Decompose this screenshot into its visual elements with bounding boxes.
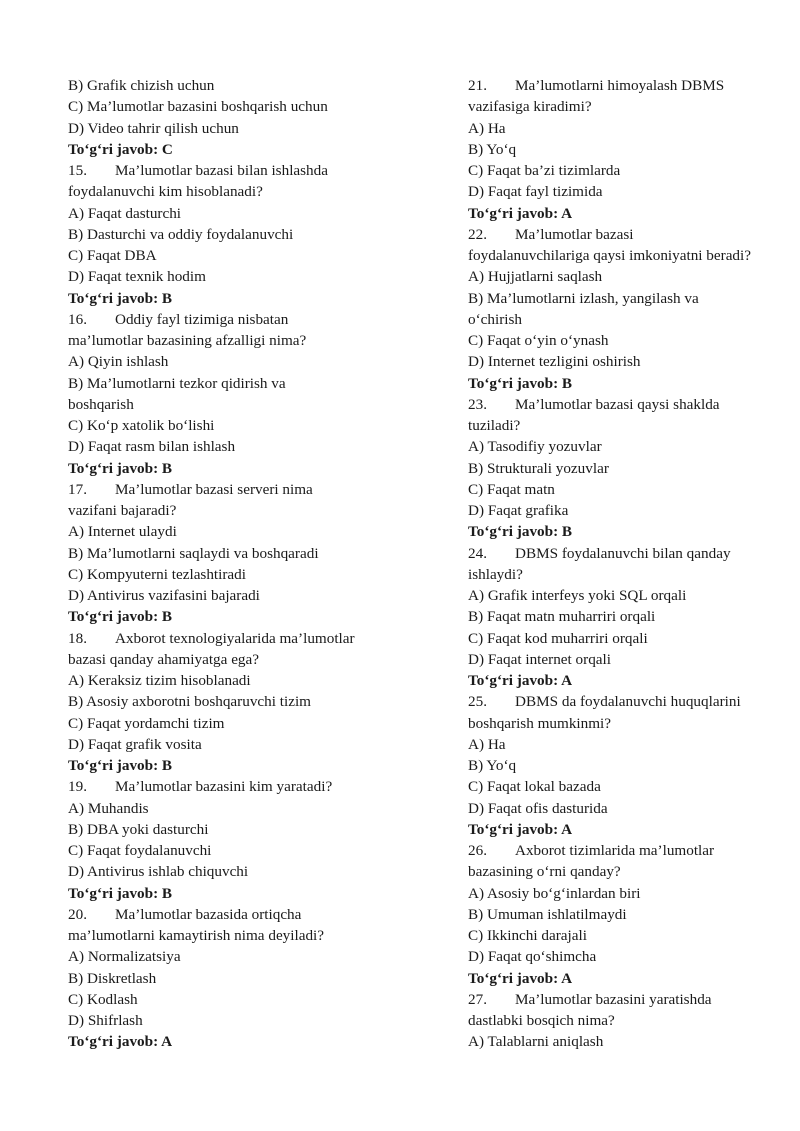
- question-line: [68, 776, 398, 797]
- option-line: [468, 330, 773, 351]
- option-line: [68, 713, 398, 734]
- line-text: DBMS da foydalanuvchi huquqlarini: [515, 693, 741, 711]
- line-text: C) Faqat lokal bazada: [468, 778, 601, 796]
- correct-answer: [468, 670, 773, 691]
- option-line: [468, 904, 773, 925]
- question-line: [468, 224, 773, 245]
- line-text: vazifasiga kiradimi?: [468, 98, 592, 116]
- option-line: [68, 691, 398, 712]
- line-text: B) Asosiy axborotni boshqaruvchi tizim: [68, 693, 311, 711]
- correct-answer: [68, 883, 398, 904]
- question-line: [468, 543, 773, 564]
- line-text: Oddiy fayl tizimiga nisbatan: [115, 310, 289, 328]
- line-text: A) Grafik interfeys yoki SQL orqali: [468, 587, 687, 604]
- option-line: [68, 118, 398, 139]
- line-text: To‘g‘ri javob: A: [68, 1033, 173, 1051]
- line-text: To‘g‘ri javob: C: [68, 140, 173, 158]
- line-text: C) Faqat o‘yin o‘ynash: [468, 332, 609, 349]
- line-text: C) Kompyuterni tezlashtiradi: [68, 565, 246, 583]
- correct-answer: [68, 606, 398, 627]
- question-line-cont: [468, 564, 773, 585]
- option-line: [68, 96, 398, 117]
- option-line: [468, 798, 773, 819]
- option-line: [68, 203, 398, 224]
- option-line: [68, 1010, 398, 1031]
- line-text: D) Antivirus ishlab chiquvchi: [68, 863, 249, 881]
- option-line: [68, 373, 398, 394]
- question-line: [68, 904, 398, 925]
- question-line-cont: [68, 649, 398, 670]
- option-line: [68, 968, 398, 989]
- line-text: C) Faqat foydalanuvchi: [68, 842, 212, 859]
- option-line: [68, 415, 398, 436]
- option-line: [68, 543, 398, 564]
- line-text: To‘g‘ri javob: A: [468, 672, 573, 689]
- option-line: [68, 819, 398, 840]
- line-text: bazasi qanday ahamiyatga ega?: [68, 650, 260, 668]
- line-text: D) Faqat rasm bilan ishlash: [68, 438, 236, 456]
- line-text: To‘g‘ri javob: B: [68, 459, 173, 477]
- correct-answer: [468, 968, 773, 989]
- option-line: [468, 458, 773, 479]
- line-text: To‘g‘ri javob: A: [468, 969, 573, 987]
- line-text: ma’lumotlarni kamaytirish nima deyiladi?: [68, 927, 325, 944]
- line-text: A) Qiyin ishlash: [68, 353, 169, 371]
- left-column: [68, 75, 398, 1053]
- line-text: C) Faqat matn: [468, 480, 555, 498]
- correct-answer: [68, 458, 398, 479]
- option-line: [468, 628, 773, 649]
- line-text: D) Faqat fayl tizimida: [468, 183, 603, 201]
- line-text: Axborot texnologiyalarida ma’lumotlar: [115, 629, 355, 647]
- line-text: A) Hujjatlarni saqlash: [468, 268, 603, 286]
- line-text: Ma’lumotlar bazasini yaratishda: [515, 990, 712, 1008]
- option-line: [68, 946, 398, 967]
- question-line: [68, 479, 398, 500]
- question-number: 22.: [468, 225, 487, 243]
- option-line: [468, 351, 773, 372]
- line-text: B) Dasturchi va oddiy foydalanuvchi: [68, 225, 294, 243]
- line-text: foydalanuvchilariga qaysi imkoniyatni beradi?: [468, 247, 751, 264]
- correct-answer: [468, 819, 773, 840]
- line-text: Ma’lumotlarni himoyalash DBMS: [515, 77, 725, 94]
- line-text: D) Faqat qo‘shimcha: [468, 948, 597, 966]
- option-line: [68, 670, 398, 691]
- question-number: 18.: [68, 629, 87, 647]
- line-text: C) Faqat yordamchi tizim: [68, 714, 225, 732]
- line-text: bazasining o‘rni qanday?: [468, 863, 621, 881]
- line-text: D) Video tahrir qilish uchun: [68, 119, 239, 137]
- line-text: A) Tasodifiy yozuvlar: [468, 438, 602, 456]
- question-line-cont: [468, 245, 773, 266]
- question-number: 21.: [468, 77, 487, 94]
- option-line: [68, 840, 398, 861]
- question-line-cont: [468, 861, 773, 882]
- line-text: ma’lumotlar bazasining afzalligi nima?: [68, 332, 307, 349]
- question-line-cont: [68, 500, 398, 521]
- question-line: [68, 160, 398, 181]
- line-text: D) Internet tezligini oshirish: [468, 353, 641, 371]
- correct-answer: [68, 1031, 398, 1052]
- question-line: [468, 989, 773, 1010]
- line-text: C) Ma’lumotlar bazasini boshqarish uchun: [68, 98, 328, 116]
- line-text: C) Ikkinchi darajali: [468, 927, 587, 944]
- question-number: 15.: [68, 162, 87, 179]
- line-text: B) Ma’lumotlarni tezkor qidirish va: [68, 374, 286, 392]
- correct-answer: [68, 755, 398, 776]
- question-number: 16.: [68, 310, 87, 328]
- line-text: To‘g‘ri javob: B: [68, 289, 173, 307]
- line-text: boshqarish mumkinmi?: [468, 714, 612, 732]
- question-line-cont: [468, 309, 773, 330]
- line-text: B) Diskretlash: [68, 969, 157, 987]
- option-line: [68, 564, 398, 585]
- option-line: [468, 266, 773, 287]
- question-line-cont: [68, 394, 398, 415]
- line-text: tuziladi?: [468, 417, 521, 434]
- line-text: C) Faqat DBA: [68, 247, 157, 264]
- line-text: A) Ha: [468, 735, 506, 753]
- option-line: [468, 755, 773, 776]
- line-text: vazifani bajaradi?: [68, 502, 177, 519]
- line-text: Ma’lumotlar bazasi qaysi shaklda: [515, 395, 720, 413]
- line-text: boshqarish: [68, 395, 134, 413]
- line-text: B) Faqat matn muharriri orqali: [468, 608, 656, 626]
- question-line: [468, 691, 773, 712]
- option-line: [468, 649, 773, 670]
- option-line: [468, 883, 773, 904]
- option-line: [468, 181, 773, 202]
- line-text: D) Shifrlash: [68, 1012, 143, 1029]
- line-text: C) Ko‘p xatolik bo‘lishi: [68, 417, 215, 434]
- correct-answer: [68, 139, 398, 160]
- line-text: A) Talablarni aniqlash: [468, 1033, 604, 1051]
- line-text: To‘g‘ri javob: A: [468, 204, 573, 222]
- question-number: 17.: [68, 480, 87, 498]
- line-text: A) Faqat dasturchi: [68, 204, 182, 222]
- question-line-cont: [68, 181, 398, 202]
- question-number: 19.: [68, 778, 87, 796]
- option-line: [468, 479, 773, 500]
- correct-answer: [468, 373, 773, 394]
- line-text: A) Ha: [468, 119, 506, 137]
- question-number: 25.: [468, 693, 487, 711]
- line-text: To‘g‘ri javob: A: [468, 820, 573, 838]
- line-text: A) Keraksiz tizim hisoblanadi: [68, 672, 251, 689]
- question-number: 27.: [468, 990, 487, 1008]
- line-text: Ma’lumotlar bazasi bilan ishlashda: [115, 162, 328, 179]
- option-line: [68, 734, 398, 755]
- option-line: [468, 139, 773, 160]
- line-text: C) Kodlash: [68, 990, 138, 1008]
- option-line: [468, 585, 773, 606]
- option-line: [468, 160, 773, 181]
- question-line: [68, 628, 398, 649]
- question-number: 26.: [468, 842, 487, 859]
- line-text: B) Strukturali yozuvlar: [468, 459, 609, 477]
- line-text: B) Grafik chizish uchun: [68, 77, 215, 94]
- option-line: [468, 118, 773, 139]
- line-text: Ma’lumotlar bazasida ortiqcha: [115, 905, 302, 923]
- line-text: B) Yo‘q: [468, 140, 517, 158]
- option-line: [68, 861, 398, 882]
- line-text: DBMS foydalanuvchi bilan qanday: [515, 544, 731, 562]
- option-line: [68, 266, 398, 287]
- option-line: [68, 75, 398, 96]
- line-text: A) Internet ulaydi: [68, 523, 177, 541]
- question-line-cont: [468, 713, 773, 734]
- correct-answer: [468, 521, 773, 542]
- line-text: D) Faqat grafik vosita: [68, 735, 202, 753]
- option-line: [468, 436, 773, 457]
- question-line-cont: [68, 330, 398, 351]
- line-text: D) Antivirus vazifasini bajaradi: [68, 587, 260, 604]
- option-line: [68, 798, 398, 819]
- line-text: Ma’lumotlar bazasi serveri nima: [115, 480, 313, 498]
- line-text: To‘g‘ri javob: B: [468, 374, 573, 392]
- line-text: D) Faqat grafika: [468, 502, 569, 519]
- option-line: [468, 776, 773, 797]
- option-line: [68, 351, 398, 372]
- question-number: 20.: [68, 905, 87, 923]
- line-text: dastlabki bosqich nima?: [468, 1012, 615, 1029]
- option-line: [68, 585, 398, 606]
- line-text: B) Ma’lumotlarni saqlaydi va boshqaradi: [68, 544, 319, 562]
- line-text: To‘g‘ri javob: B: [68, 608, 173, 626]
- line-text: To‘g‘ri javob: B: [468, 523, 573, 541]
- correct-answer: [68, 288, 398, 309]
- question-line-cont: [468, 96, 773, 117]
- option-line: [468, 606, 773, 627]
- option-line: [68, 436, 398, 457]
- line-text: B) DBA yoki dasturchi: [68, 820, 209, 838]
- option-line: [468, 288, 773, 309]
- line-text: Ma’lumotlar bazasini kim yaratadi?: [115, 778, 333, 796]
- line-text: Ma’lumotlar bazasi: [515, 225, 634, 243]
- option-line: [468, 734, 773, 755]
- line-text: Axborot tizimlarida ma’lumotlar: [515, 842, 715, 859]
- line-text: C) Faqat ba’zi tizimlarda: [468, 162, 621, 179]
- option-line: [68, 989, 398, 1010]
- line-text: ishlaydi?: [468, 565, 523, 583]
- question-line-cont: [468, 1010, 773, 1031]
- line-text: D) Faqat internet orqali: [468, 650, 611, 668]
- question-line-cont: [468, 415, 773, 436]
- correct-answer: [468, 203, 773, 224]
- question-number: 24.: [468, 544, 487, 562]
- line-text: D) Faqat texnik hodim: [68, 268, 206, 286]
- question-line: [68, 309, 398, 330]
- line-text: D) Faqat ofis dasturida: [468, 799, 608, 817]
- option-line: [68, 245, 398, 266]
- line-text: C) Faqat kod muharriri orqali: [468, 629, 648, 647]
- line-text: B) Yo‘q: [468, 757, 517, 774]
- option-line: [468, 1031, 773, 1052]
- line-text: A) Muhandis: [68, 799, 149, 817]
- option-line: [468, 500, 773, 521]
- option-line: [468, 925, 773, 946]
- question-number: 23.: [468, 395, 487, 413]
- question-line: [468, 75, 773, 96]
- line-text: B) Ma’lumotlarni izlash, yangilash va: [468, 289, 699, 307]
- line-text: To‘g‘ri javob: B: [68, 757, 173, 774]
- line-text: B) Umuman ishlatilmaydi: [468, 905, 627, 923]
- line-text: To‘g‘ri javob: B: [68, 884, 173, 902]
- option-line: [68, 521, 398, 542]
- line-text: foydalanuvchi kim hisoblanadi?: [68, 183, 263, 201]
- line-text: o‘chirish: [468, 310, 522, 328]
- question-line-cont: [68, 925, 398, 946]
- option-line: [68, 224, 398, 245]
- line-text: A) Asosiy bo‘g‘inlardan biri: [468, 884, 641, 902]
- question-line: [468, 840, 773, 861]
- line-text: A) Normalizatsiya: [68, 948, 181, 966]
- right-column: [468, 75, 773, 1053]
- option-line: [468, 946, 773, 967]
- question-line: [468, 394, 773, 415]
